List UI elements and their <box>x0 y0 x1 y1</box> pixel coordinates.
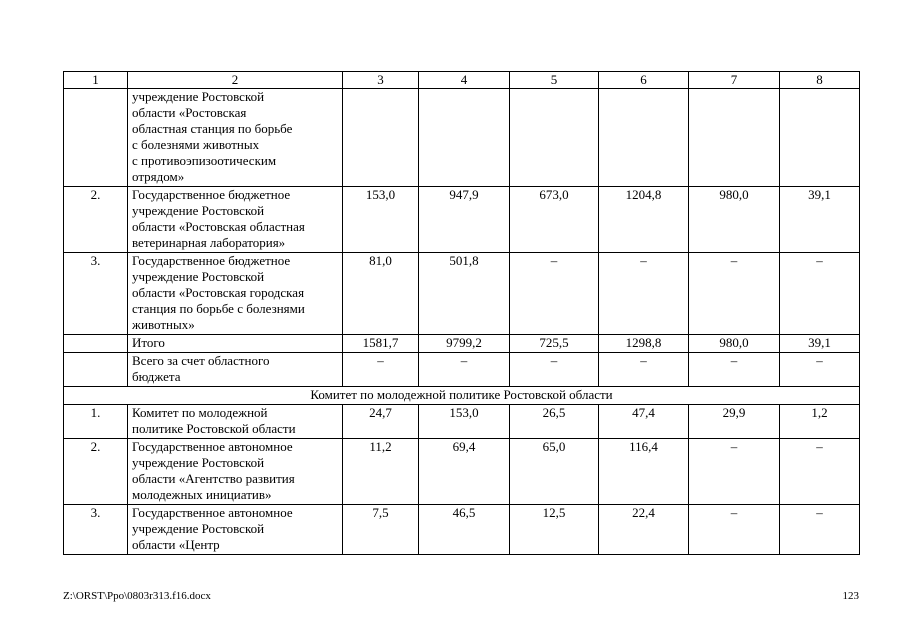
value-cell <box>343 89 419 187</box>
table-header-row <box>64 72 860 89</box>
row-number: 3. <box>64 253 128 335</box>
value-cell: 501,8 <box>419 253 510 335</box>
value-cell: 725,5 <box>510 335 599 353</box>
value-cell: 46,5 <box>419 505 510 555</box>
header-cell: 6 <box>599 72 689 89</box>
footer-file-path: Z:\ORST\Ppo\0803r313.f16.docx <box>63 590 211 602</box>
value-cell: 9799,2 <box>419 335 510 353</box>
header-cell: 8 <box>780 72 860 89</box>
value-cell: 65,0 <box>510 439 599 505</box>
header-cell: 1 <box>64 72 128 89</box>
table-row <box>64 187 860 253</box>
section-title: Комитет по молодежной политике Ростовской области <box>64 387 860 405</box>
table-row <box>64 89 860 187</box>
header-cell: 7 <box>689 72 780 89</box>
row-number: 1. <box>64 405 128 439</box>
value-cell: – <box>419 353 510 387</box>
header-cell: 3 <box>343 72 419 89</box>
value-cell <box>419 89 510 187</box>
institution-name: Всего за счет областного бюджета <box>128 353 343 387</box>
value-cell: – <box>689 505 780 555</box>
institution-name: учреждение Ростовской области «Ростовская областная станция по борьбе с болезнями животных с противоэпизоотическим отрядом» <box>128 89 343 187</box>
value-cell: 1,2 <box>780 405 860 439</box>
value-cell: – <box>689 439 780 505</box>
value-cell: – <box>780 353 860 387</box>
value-cell: 26,5 <box>510 405 599 439</box>
value-cell: 81,0 <box>343 253 419 335</box>
value-cell: – <box>510 353 599 387</box>
header-cell: 5 <box>510 72 599 89</box>
value-cell: – <box>689 353 780 387</box>
row-number <box>64 353 128 387</box>
value-cell: 947,9 <box>419 187 510 253</box>
budget-table <box>63 71 860 555</box>
value-cell: – <box>343 353 419 387</box>
value-cell: 1204,8 <box>599 187 689 253</box>
table-row <box>64 335 860 353</box>
row-number: 3. <box>64 505 128 555</box>
value-cell: – <box>780 505 860 555</box>
row-number <box>64 335 128 353</box>
value-cell: 116,4 <box>599 439 689 505</box>
value-cell: 673,0 <box>510 187 599 253</box>
header-cell: 2 <box>128 72 343 89</box>
value-cell: 980,0 <box>689 187 780 253</box>
value-cell: 24,7 <box>343 405 419 439</box>
value-cell: – <box>599 353 689 387</box>
value-cell: 1581,7 <box>343 335 419 353</box>
value-cell: 153,0 <box>419 405 510 439</box>
value-cell: 47,4 <box>599 405 689 439</box>
institution-name: Государственное бюджетное учреждение Ростовской области «Ростовская городская станция по борьбе с болезнями животных» <box>128 253 343 335</box>
footer-page-number: 123 <box>842 590 859 602</box>
header-cell: 4 <box>419 72 510 89</box>
table-row <box>64 439 860 505</box>
value-cell: 39,1 <box>780 335 860 353</box>
table-row <box>64 405 860 439</box>
institution-name: Государственное автономное учреждение Ростовской области «Агентство развития молодежных инициатив» <box>128 439 343 505</box>
value-cell: – <box>689 253 780 335</box>
value-cell: 153,0 <box>343 187 419 253</box>
value-cell: 1298,8 <box>599 335 689 353</box>
value-cell: 12,5 <box>510 505 599 555</box>
value-cell: – <box>599 253 689 335</box>
value-cell <box>689 89 780 187</box>
table-row <box>64 505 860 555</box>
table-row <box>64 253 860 335</box>
value-cell: – <box>780 439 860 505</box>
value-cell <box>780 89 860 187</box>
row-number <box>64 89 128 187</box>
row-number: 2. <box>64 439 128 505</box>
institution-name: Государственное бюджетное учреждение Ростовской области «Ростовская областная ветеринарная лаборатория» <box>128 187 343 253</box>
value-cell: – <box>510 253 599 335</box>
value-cell <box>599 89 689 187</box>
institution-name: Комитет по молодежной политике Ростовской области <box>128 405 343 439</box>
value-cell: 69,4 <box>419 439 510 505</box>
value-cell: 980,0 <box>689 335 780 353</box>
value-cell: 29,9 <box>689 405 780 439</box>
row-number: 2. <box>64 187 128 253</box>
value-cell: 7,5 <box>343 505 419 555</box>
value-cell <box>510 89 599 187</box>
value-cell: 39,1 <box>780 187 860 253</box>
table-row <box>64 353 860 387</box>
value-cell: 22,4 <box>599 505 689 555</box>
institution-name: Государственное автономное учреждение Ростовской области «Центр <box>128 505 343 555</box>
value-cell: 11,2 <box>343 439 419 505</box>
institution-name: Итого <box>128 335 343 353</box>
section-row <box>64 387 860 405</box>
value-cell: – <box>780 253 860 335</box>
